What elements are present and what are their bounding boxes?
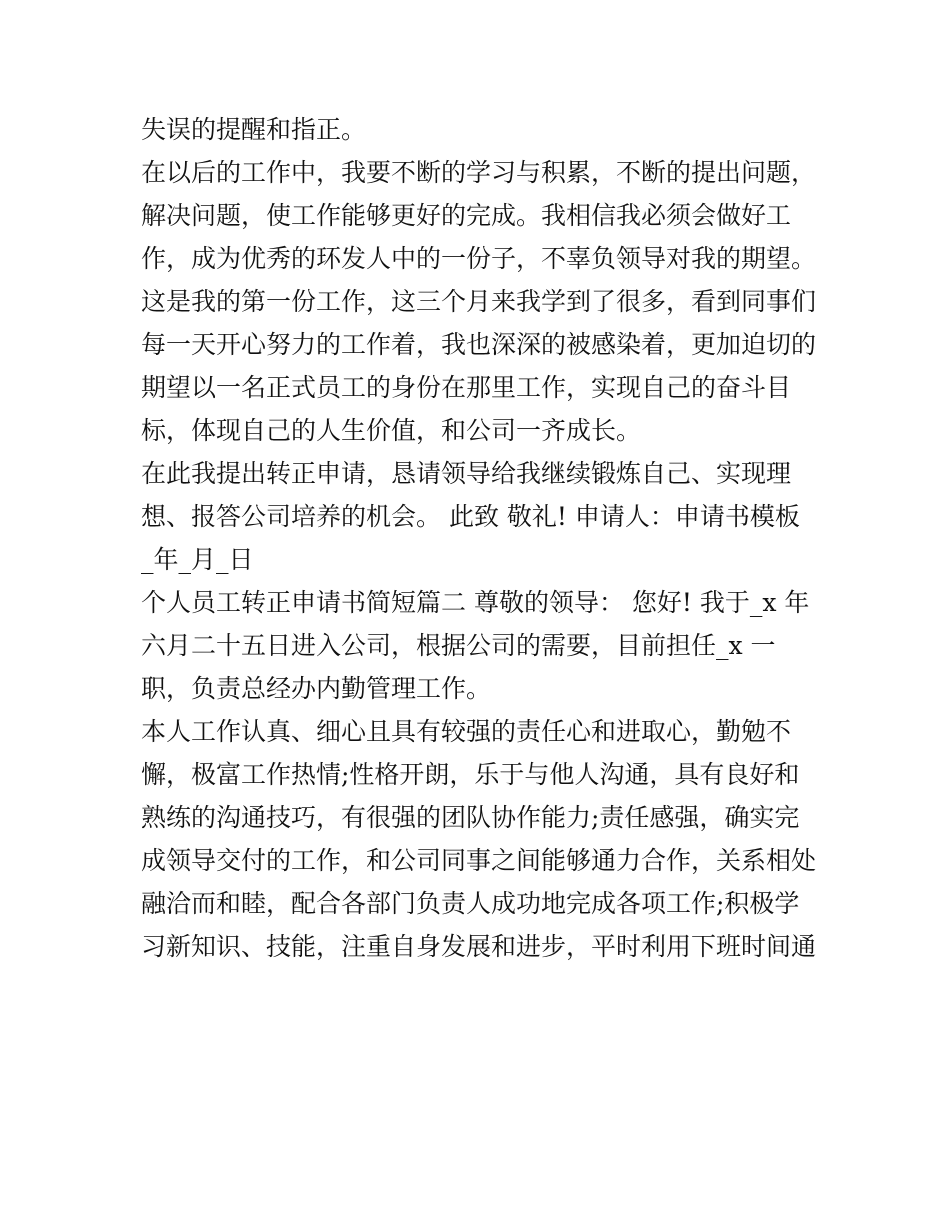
text-line: 个人员工转正申请书简短篇二 尊敬的领导： 您好! 我于_x 年	[141, 588, 810, 617]
text-line: 习新知识、技能，注重自身发展和进步，平时利用下班时间通	[141, 932, 817, 961]
text-line: 在以后的工作中，我要不断的学习与积累，不断的提出问题，	[141, 158, 817, 187]
text-line: 职，负责总经办内勤管理工作。	[141, 674, 492, 703]
text-line: 融洽而和睦，配合各部门负责人成功地完成各项工作;积极学	[141, 889, 800, 918]
text-line: 解决问题，使工作能够更好的完成。我相信我必须会做好工	[141, 201, 792, 230]
text-line: 想、报答公司培养的机会。 此致 敬礼! 申请人：申请书模板	[141, 502, 800, 531]
text-line: 失误的提醒和指正。	[141, 115, 367, 144]
text-line: 这是我的第一份工作，这三个月来我学到了很多，看到同事们	[141, 287, 817, 316]
date-line: _年_月_日	[141, 545, 254, 574]
text-line: 标，体现自己的人生价值，和公司一齐成长。	[141, 416, 642, 445]
text-line: 懈，极富工作热情;性格开朗，乐于与他人沟通，具有良好和	[141, 760, 800, 789]
text-line: 期望以一名正式员工的身份在那里工作，实现自己的奋斗目	[141, 373, 792, 402]
document-body	[141, 108, 831, 968]
text-line: 在此我提出转正申请，恳请领导给我继续锻炼自己、实现理	[141, 459, 792, 488]
text-line: 成领导交付的工作，和公司同事之间能够通力合作，关系相处	[141, 846, 817, 875]
text-line: 作，成为优秀的环发人中的一份子，不辜负领导对我的期望。	[141, 244, 817, 273]
text-line: 熟练的沟通技巧，有很强的团队协作能力;责任感强，确实完	[141, 803, 800, 832]
text-line: 本人工作认真、细心且具有较强的责任心和进取心，勤勉不	[141, 717, 792, 746]
text-line: 每一天开心努力的工作着，我也深深的被感染着，更加迫切的	[141, 330, 817, 359]
text-line: 六月二十五日进入公司，根据公司的需要，目前担任_x 一	[141, 631, 776, 660]
